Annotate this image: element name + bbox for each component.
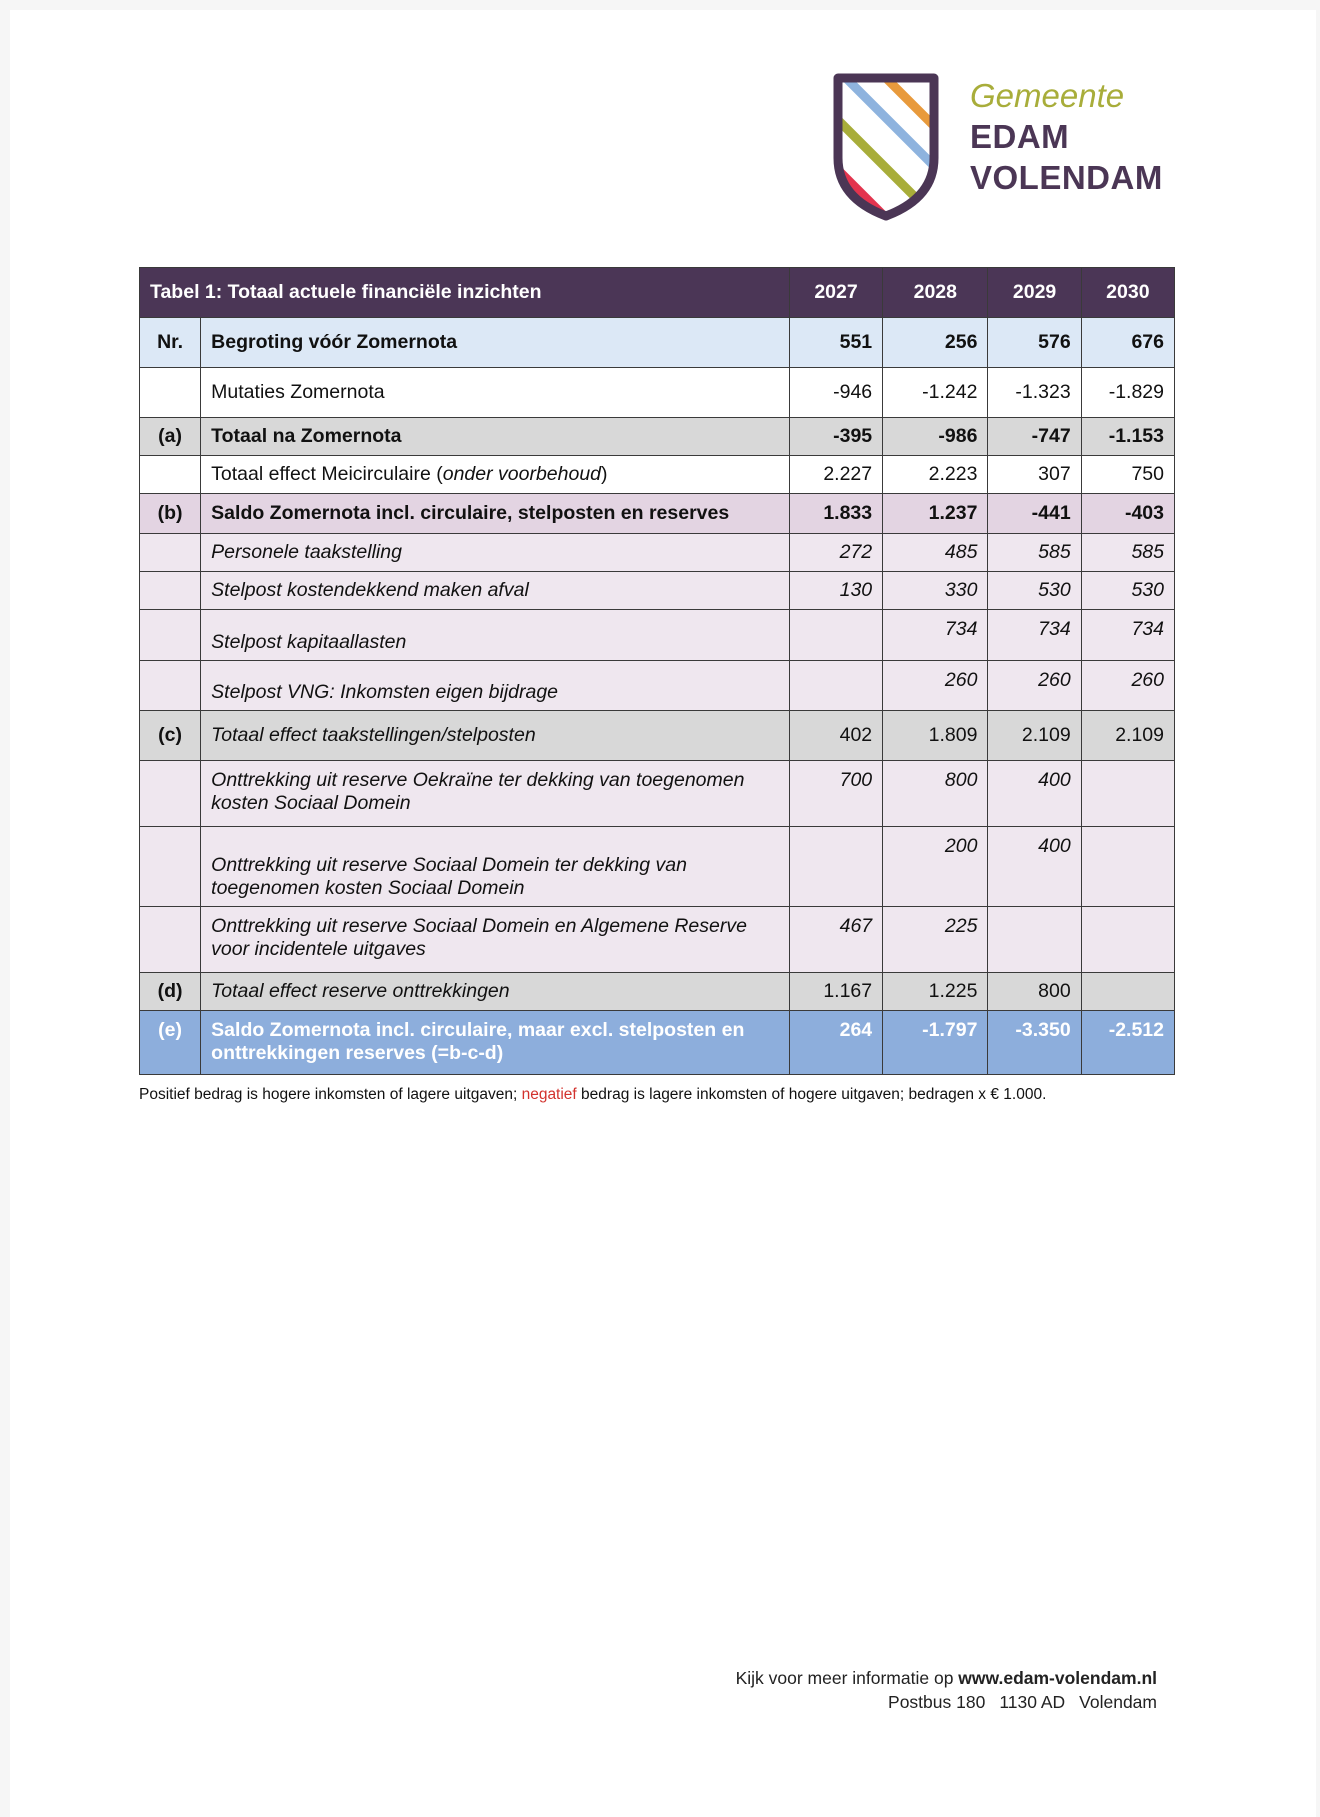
row-value: -403	[1081, 494, 1174, 534]
row-desc: Stelpost kapitaallasten	[201, 610, 790, 661]
row-value: -2.512	[1081, 1011, 1174, 1075]
row-value: 256	[883, 318, 988, 368]
row-value: 200	[883, 827, 988, 907]
table-row	[140, 418, 1175, 456]
year-header: 2030	[1081, 268, 1174, 318]
row-value: -1.797	[883, 1011, 988, 1075]
row-value: -747	[988, 418, 1081, 456]
row-nr: (b)	[140, 494, 201, 534]
row-value	[1081, 761, 1174, 827]
table-row	[140, 610, 1175, 661]
row-value: 264	[789, 1011, 882, 1075]
row-value: -986	[883, 418, 988, 456]
row-value: 585	[988, 534, 1081, 572]
row-value: 2.109	[988, 711, 1081, 761]
row-value	[1081, 973, 1174, 1011]
row-desc-plain: Totaal effect Meicirculaire (	[211, 463, 443, 485]
row-value	[789, 661, 882, 711]
row-desc: Mutaties Zomernota	[201, 368, 790, 418]
row-nr: Nr.	[140, 318, 201, 368]
row-desc: Onttrekking uit reserve Sociaal Domein en Algemene Reserve voor incidentele uitgaves	[201, 907, 790, 973]
table-row	[140, 534, 1175, 572]
row-nr: (c)	[140, 711, 201, 761]
table-row	[140, 494, 1175, 534]
row-value: 1.167	[789, 973, 882, 1011]
row-desc: Saldo Zomernota incl. circulaire, maar excl. stelposten en onttrekkingen reserves (=b-c-d)	[201, 1011, 790, 1075]
row-value: 530	[988, 572, 1081, 610]
row-nr: (a)	[140, 418, 201, 456]
footnote-part2: bedrag is lagere inkomsten of hogere uitgaven; bedragen x € 1.000.	[576, 1086, 1047, 1103]
footer-city: Volendam	[1079, 1692, 1157, 1712]
table-row	[140, 711, 1175, 761]
row-value: 260	[1081, 661, 1174, 711]
row-value: 734	[988, 610, 1081, 661]
row-value: 307	[988, 456, 1081, 494]
row-value: 530	[1081, 572, 1174, 610]
row-value: 700	[789, 761, 882, 827]
footer-postcode: 1130 AD	[999, 1692, 1066, 1712]
row-desc: Begroting vóór Zomernota	[201, 318, 790, 368]
table-row	[140, 827, 1175, 907]
table-row	[140, 907, 1175, 973]
row-value: 330	[883, 572, 988, 610]
row-nr	[140, 907, 201, 973]
row-value: -1.323	[988, 368, 1081, 418]
row-value: -3.350	[988, 1011, 1081, 1075]
row-value: 260	[883, 661, 988, 711]
row-nr: (e)	[140, 1011, 201, 1075]
row-value: 2.227	[789, 456, 882, 494]
row-value: -1.829	[1081, 368, 1174, 418]
page-footer	[736, 1666, 1157, 1714]
row-desc: Totaal effect taakstellingen/stelposten	[201, 711, 790, 761]
logo-gemeente-text: Gemeente	[970, 77, 1125, 114]
row-nr	[140, 456, 201, 494]
row-value	[789, 827, 882, 907]
row-value: 750	[1081, 456, 1174, 494]
row-value: 400	[988, 761, 1081, 827]
table-row	[140, 318, 1175, 368]
row-desc: Totaal na Zomernota	[201, 418, 790, 456]
year-header: 2029	[988, 268, 1081, 318]
row-value	[988, 907, 1081, 973]
row-nr	[140, 572, 201, 610]
row-nr	[140, 534, 201, 572]
footer-postbus: Postbus 180	[888, 1692, 986, 1712]
row-desc: Personele taakstelling	[201, 534, 790, 572]
row-value: 272	[789, 534, 882, 572]
row-value: 576	[988, 318, 1081, 368]
row-value: 800	[988, 973, 1081, 1011]
year-header: 2027	[789, 268, 882, 318]
gemeente-logo	[830, 62, 1163, 232]
row-desc	[201, 456, 790, 494]
row-value: 734	[1081, 610, 1174, 661]
row-desc: Onttrekking uit reserve Sociaal Domein ter dekking van toegenomen kosten Sociaal Domein	[201, 827, 790, 907]
row-value: 1.237	[883, 494, 988, 534]
row-value: 485	[883, 534, 988, 572]
row-value	[1081, 907, 1174, 973]
logo-name-line1: EDAM	[970, 118, 1070, 155]
row-value: 402	[789, 711, 882, 761]
table-row	[140, 1011, 1175, 1075]
row-value: -395	[789, 418, 882, 456]
row-nr: (d)	[140, 973, 201, 1011]
footer-info-prefix: Kijk voor meer informatie op	[735, 1668, 959, 1688]
logo-name-line2: VOLENDAM	[970, 159, 1163, 196]
row-value: 551	[789, 318, 882, 368]
table-title: Tabel 1: Totaal actuele financiële inzichten	[140, 268, 790, 318]
row-value: 800	[883, 761, 988, 827]
row-value: 467	[789, 907, 882, 973]
footer-website-link[interactable]: www.edam-volendam.nl	[958, 1668, 1157, 1688]
row-value: 2.109	[1081, 711, 1174, 761]
row-value: 585	[1081, 534, 1174, 572]
footnote-negatief: negatief	[521, 1086, 577, 1103]
table-row	[140, 368, 1175, 418]
table-row	[140, 572, 1175, 610]
row-value	[789, 610, 882, 661]
row-value: -1.242	[883, 368, 988, 418]
document-page	[10, 10, 1316, 1817]
row-desc: Stelpost kostendekkend maken afval	[201, 572, 790, 610]
footnote-part1: Positief bedrag is hogere inkomsten of lagere uitgaven;	[139, 1086, 522, 1103]
row-nr	[140, 610, 201, 661]
table-row	[140, 761, 1175, 827]
shield-logo-icon	[830, 72, 942, 222]
row-desc-italic: onder voorbehoud	[442, 463, 602, 485]
row-value: 2.223	[883, 456, 988, 494]
row-value: 130	[789, 572, 882, 610]
row-desc-close: )	[601, 463, 608, 485]
table-row	[140, 661, 1175, 711]
row-desc: Saldo Zomernota incl. circulaire, stelposten en reserves	[201, 494, 790, 534]
row-desc: Stelpost VNG: Inkomsten eigen bijdrage	[201, 661, 790, 711]
table-row	[140, 456, 1175, 494]
row-value: 225	[883, 907, 988, 973]
row-nr	[140, 661, 201, 711]
row-value: 734	[883, 610, 988, 661]
row-value: -1.153	[1081, 418, 1174, 456]
row-value	[1081, 827, 1174, 907]
row-nr	[140, 368, 201, 418]
row-nr	[140, 827, 201, 907]
row-value: 1.833	[789, 494, 882, 534]
row-desc: Onttrekking uit reserve Oekraïne ter dekking van toegenomen kosten Sociaal Domein	[201, 761, 790, 827]
row-value: -946	[789, 368, 882, 418]
row-value: -441	[988, 494, 1081, 534]
row-nr	[140, 761, 201, 827]
table-row	[140, 973, 1175, 1011]
table-header-row	[140, 268, 1175, 318]
row-value: 1.809	[883, 711, 988, 761]
row-value: 260	[988, 661, 1081, 711]
year-header: 2028	[883, 268, 988, 318]
financial-table	[139, 267, 1175, 1075]
row-value: 1.225	[883, 973, 988, 1011]
row-desc: Totaal effect reserve onttrekkingen	[201, 973, 790, 1011]
row-value: 676	[1081, 318, 1174, 368]
table-footnote	[139, 1086, 1046, 1104]
row-value: 400	[988, 827, 1081, 907]
